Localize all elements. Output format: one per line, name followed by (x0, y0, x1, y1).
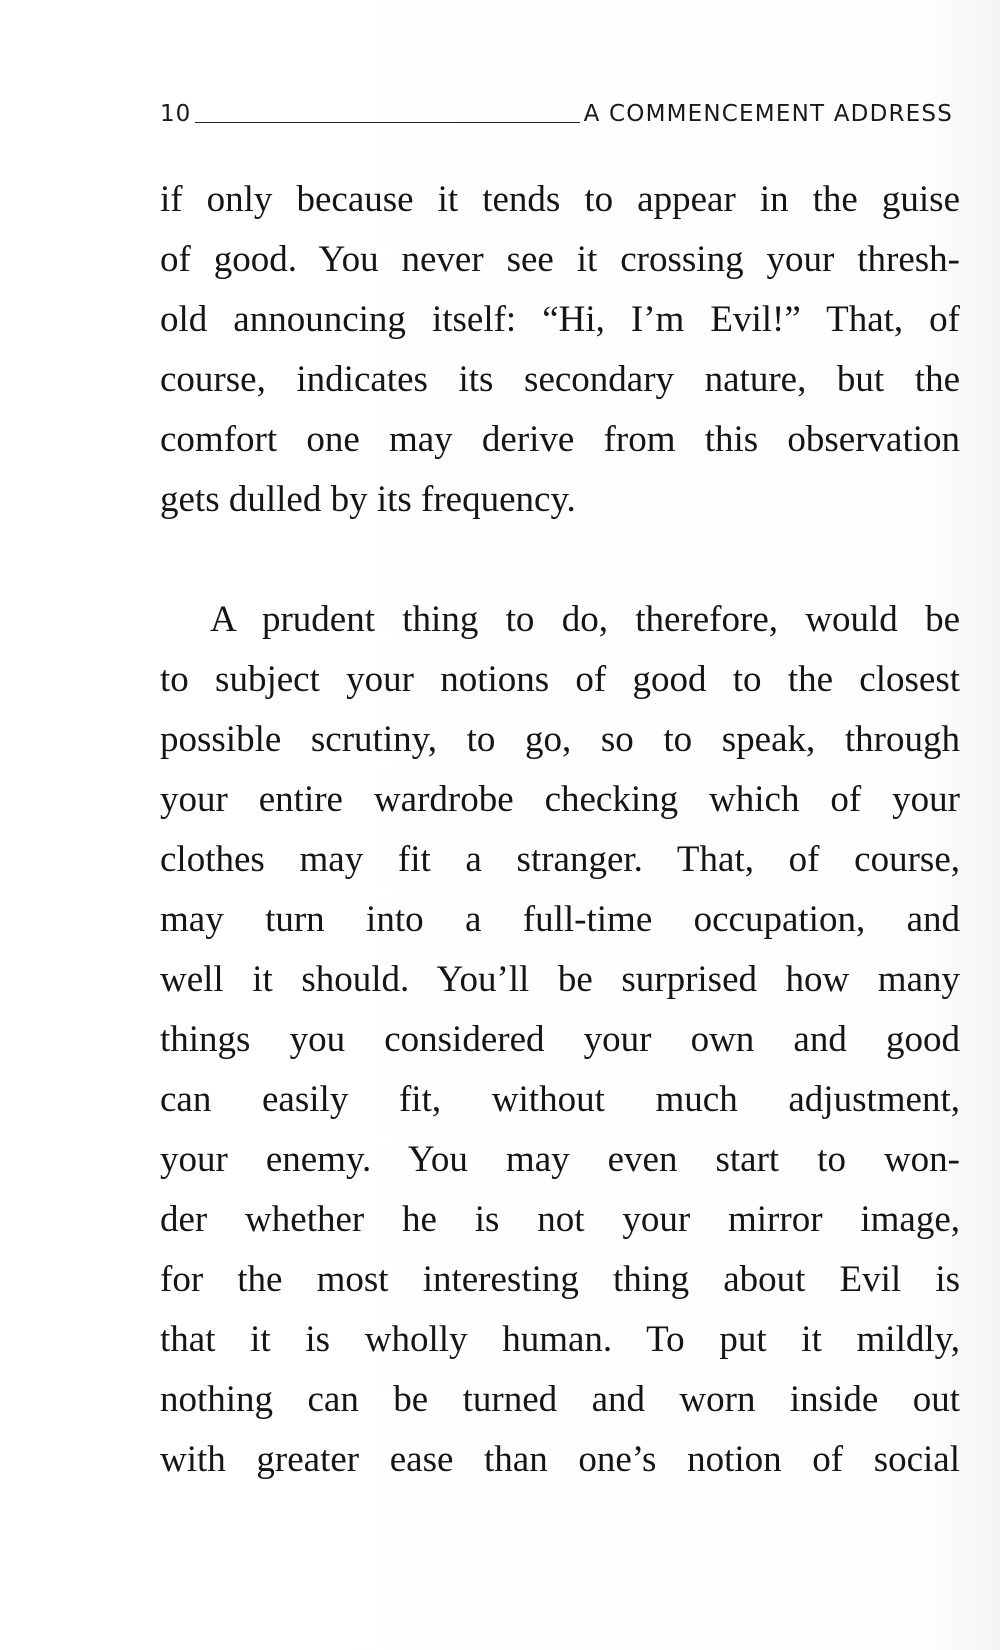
header-rule (195, 122, 579, 123)
text-line: can easily fit, without much adjustment, (160, 1079, 960, 1120)
text-line: of good. You never see it crossing your thresh- (160, 239, 960, 280)
text-line: possible scrutiny, to go, so to speak, through (160, 719, 960, 760)
paragraph-1 (160, 170, 960, 530)
text-line: course, indicates its secondary nature, but the (160, 359, 960, 400)
text-line: nothing can be turned and worn inside out (160, 1379, 960, 1420)
text-line: clothes may fit a stranger. That, of course, (160, 839, 960, 880)
text-line: things you considered your own and good (160, 1019, 960, 1060)
chapter-title: A COMMENCEMENT ADDRESS (583, 101, 953, 127)
text-line: for the most interesting thing about Evil is (160, 1259, 960, 1300)
text-line: der whether he is not your mirror image, (160, 1199, 960, 1240)
text-line: your enemy. You may even start to won- (160, 1139, 960, 1180)
text-line: to subject your notions of good to the closest (160, 659, 960, 700)
text-line: well it should. You’ll be surprised how many (160, 959, 960, 1000)
text-line: A prudent thing to do, therefore, would be (210, 599, 960, 640)
text-line: old announcing itself: “Hi, I’m Evil!” That, of (160, 299, 960, 340)
text-line: your entire wardrobe checking which of your (160, 779, 960, 820)
text-line: comfort one may derive from this observation (160, 419, 960, 460)
paragraph-break (160, 530, 960, 590)
running-head (160, 92, 953, 126)
text-line: with greater ease than one’s notion of social (160, 1439, 960, 1480)
page-number: 10 (160, 101, 192, 127)
text-line: if only because it tends to appear in the guise (160, 179, 960, 220)
text-line: that it is wholly human. To put it mildly, (160, 1319, 960, 1360)
text-line: may turn into a full-time occupation, and (160, 899, 960, 940)
body-text (160, 170, 960, 1490)
text-line: gets dulled by its frequency. (160, 479, 576, 520)
paragraph-2 (160, 590, 960, 1490)
